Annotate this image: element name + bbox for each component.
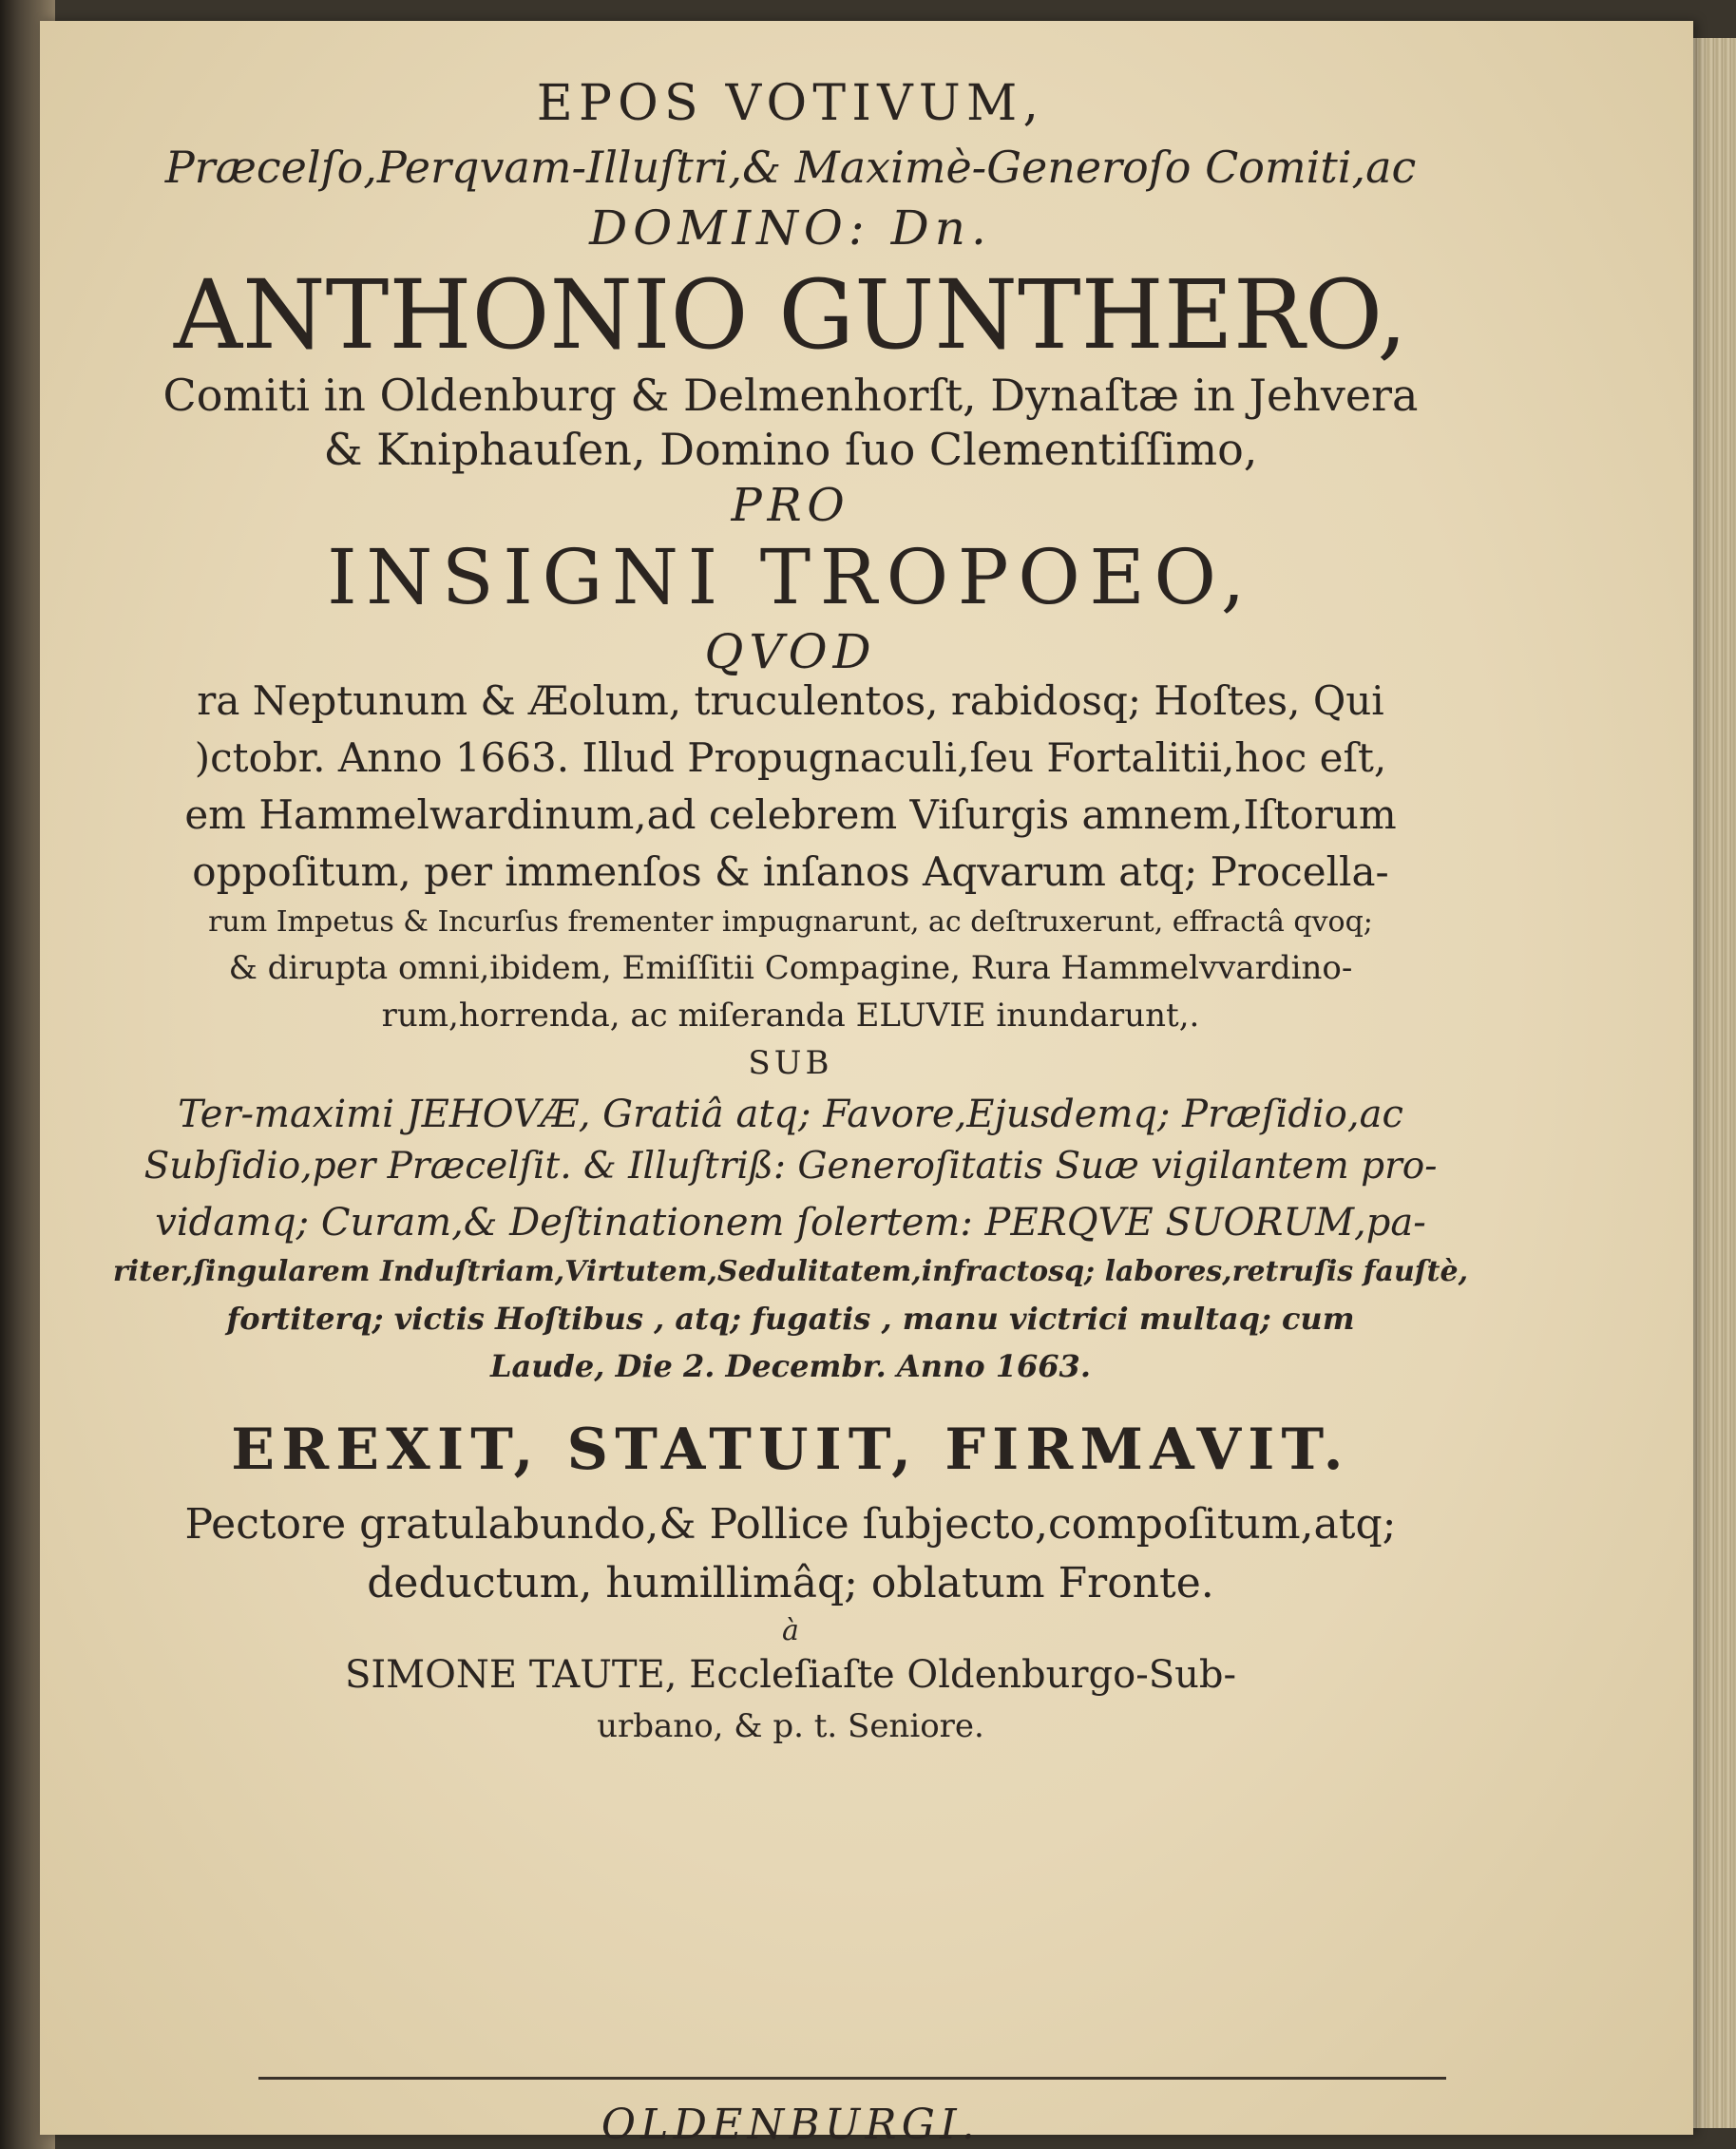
- body-line-5: rum Impetus & Incurſus frementer impugnarunt, ac deſtruxerunt, effractâ qvoq;: [208, 905, 1373, 939]
- body-line-4: oppoſitum, per immenſos & inſanos Aqvarum atq; Procella-: [192, 848, 1389, 895]
- seniore-line: urbano, & p. t. Seniore.: [597, 1707, 984, 1745]
- body-line-1: ra Neptunum & Æolum, truculentos, rabidosq; Hoſtes, Qui: [197, 677, 1384, 724]
- dedication-line: Præcelſo,Perqvam-Illuſtri,& Maximè-Generoſo Comiti,ac: [164, 142, 1417, 193]
- anthonio-gunthero-line: ANTHONIO GUNTHERO,: [173, 259, 1408, 371]
- horizontal-rule: [258, 2077, 1446, 2080]
- body-line-3: em Hammelwardinum,ad celebrem Viſurgis amnem,Iſtorum: [184, 791, 1397, 838]
- body-line-7: rum,horrenda, ac miſeranda ELUVIE inundarunt,.: [381, 997, 1200, 1035]
- body-line-11: riter,ſingularem Induſtriam,Virtutem,Sedulitatem,infractosq; labores,retruſis fauſtè,: [112, 1255, 1469, 1288]
- date-line: Laude, Die 2. Decembr. Anno 1663.: [490, 1348, 1091, 1384]
- oldenburgi-line: OLDENBURGI.: [601, 2101, 981, 2149]
- insigni-tropoeo-line: INSIGNI TROPOEO,: [327, 533, 1254, 621]
- kniphausen-line: & Kniphauſen, Domino ſuo Clementiſſimo,: [323, 424, 1258, 475]
- title-page: [40, 21, 1693, 2149]
- pectore-line: Pectore gratulabundo,& Pollice ſubjecto,compoſitum,atq;: [184, 1500, 1397, 1549]
- body-line-12: fortiterq; victis Hoſtibus , atq; fugatis , manu victrici multaq; cum: [226, 1301, 1355, 1337]
- body-line-9: Subſidio,per Præcelſit. & Illuſtriß: Generoſitatis Suæ vigilantem pro-: [143, 1145, 1438, 1188]
- deductum-line: deductum, humillimâq; oblatum Fronte.: [367, 1559, 1214, 1607]
- epos-votivum-line: EPOS VOTIVUM,: [536, 75, 1045, 132]
- body-line-2: )ctobr. Anno 1663. Illud Propugnaculi,ſeu Fortalitii,hoc eſt,: [194, 734, 1387, 781]
- comiti-line: Comiti in Oldenburg & Delmenhorſt, Dynaſtæ in Jehvera: [162, 370, 1419, 421]
- body-line-6: & dirupta omni,ibidem, Emiſſitii Compagine, Rura Hammelvvardino-: [228, 949, 1353, 987]
- pro-line: PRO: [731, 479, 850, 532]
- body-line-10: vidamq; Curam,& Deſtinationem ſolertem: PERQVE SUORUM,pa-: [155, 1201, 1426, 1245]
- simone-taute-line: SIMONE TAUTE, Eccleſiaſte Oldenburgo-Sub-: [344, 1653, 1237, 1697]
- domino-line: DOMINO: Dn.: [589, 200, 992, 256]
- sub-line: SUB: [748, 1044, 833, 1082]
- qvod-line: QVOD: [704, 624, 877, 679]
- a-line: à: [782, 1614, 799, 1647]
- body-line-8: Ter-maximi JEHOVÆ, Gratiâ atq; Favore,Ejusdemq; Præſidio,ac: [178, 1093, 1403, 1136]
- erexit-line: EREXIT, STATUIT, FIRMAVIT.: [231, 1417, 1350, 1483]
